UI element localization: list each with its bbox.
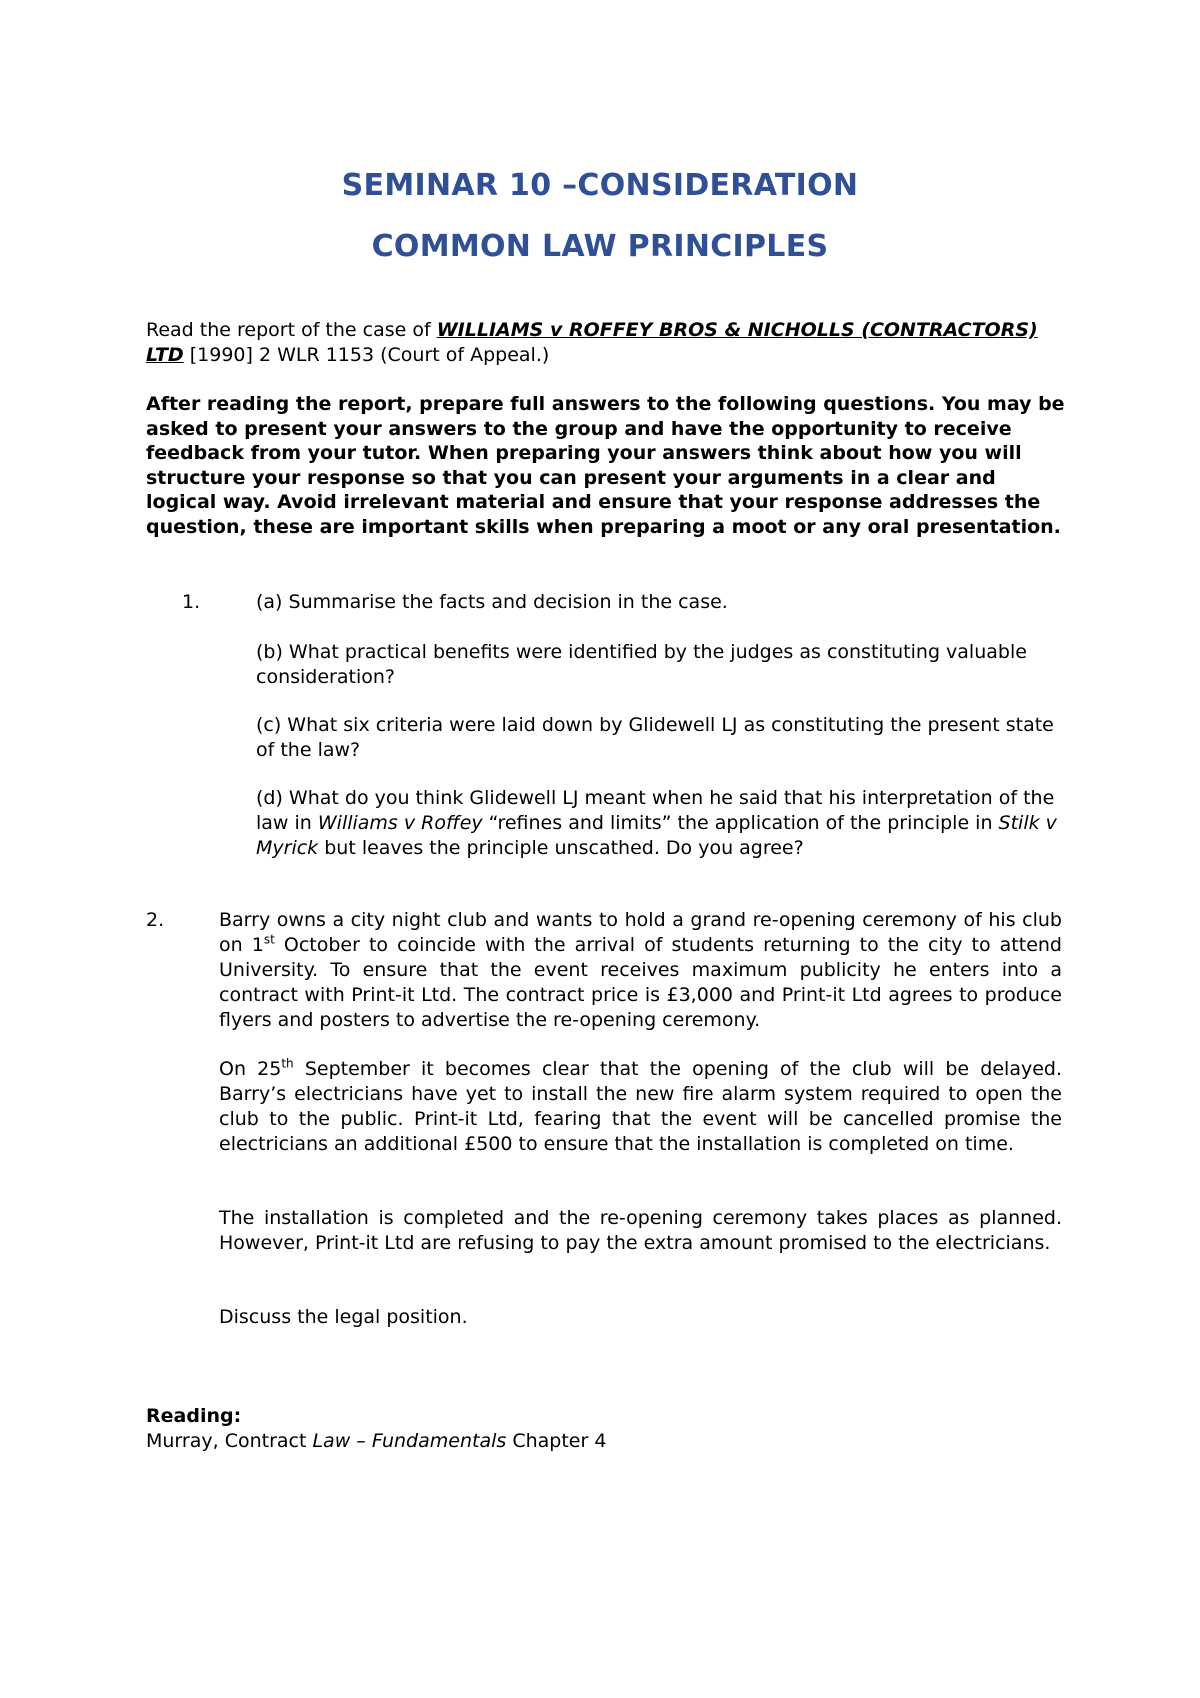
question-1d-text: but leaves the principle unscathed. Do you agree? [318, 837, 804, 859]
question-1c: (c) What six criteria were laid down by Glidewell LJ as constituting the present state of the law? [256, 714, 1054, 761]
question-1d [256, 786, 1076, 861]
reading-heading: Reading: [146, 1405, 242, 1427]
instructions-paragraph: After reading the report, prepare full answers to the following questions. You may be asked to present your answers to the group and have the opportunity to receive feedback from your tutor. When preparing your answers think about how you will structure your response so that you can present your arguments in a clear and logical way. Avoid irrelevant material and ensure that your response addresses the question, these are important skills when preparing a moot or any oral presentation. [146, 393, 1065, 538]
seminar-title: SEMINAR 10 –CONSIDERATION [341, 168, 859, 203]
reading-text: Chapter 4 [506, 1430, 607, 1452]
case-williams-v-roffey: Williams v Roffey [317, 812, 483, 834]
intro-paragraph [146, 318, 1066, 368]
question-1d-text: “refines and limits” the application of the principle in [482, 812, 999, 834]
q2-text: Barry owns a city night club and wants to hold a grand re-opening ceremony of his club on 1 [219, 909, 1062, 956]
reading-book-title: Law – Fundamentals [312, 1430, 507, 1452]
question-1-number: 1. [182, 591, 201, 613]
question-2-paragraph-3: The installation is completed and the re-opening ceremony takes places as planned. However, Print-it Ltd are refusing to pay the extra amount promised to the electricians. [219, 1207, 1062, 1254]
ordinal-suffix: th [281, 1056, 294, 1071]
question-1a: (a) Summarise the facts and decision in the case. [256, 591, 728, 613]
question-2-number: 2. [146, 909, 165, 931]
question-1b: (b) What practical benefits were identified by the judges as constituting valuable consideration? [256, 641, 1027, 688]
ordinal-suffix: st [263, 932, 275, 947]
case-stilk-v-myrick: Stilk v Myrick [256, 812, 1057, 859]
seminar-subtitle: COMMON LAW PRINCIPLES [371, 229, 829, 264]
question-2-paragraph-1 [219, 908, 1062, 1033]
q2-text: September it becomes clear that the opening of the club will be delayed. Barry’s electricians have yet to install the new fire alarm system required to open the club to the public. Print-it Ltd, fearing that the event will be cancelled promise the electricians an additional £500 to ensure that the installation is completed on time. [219, 1058, 1062, 1155]
intro-suffix: [1990] 2 WLR 1153 (Court of Appeal.) [183, 344, 550, 366]
reading-text: Murray, Contract [146, 1430, 313, 1452]
q2-text: On 25 [219, 1058, 282, 1080]
q2-text: October to coincide with the arrival of students returning to the city to attend University. To ensure that the event receives maximum publicity he enters into a contract with Print-it Ltd. The contract price is £3,000 and Print-it Ltd agrees to produce flyers and posters to advertise the re-opening ceremony. [219, 934, 1062, 1031]
question-2-paragraph-4: Discuss the legal position. [219, 1306, 468, 1328]
question-1d-text: (d) What do you think Glidewell LJ meant when he said that his interpretation of the law in [256, 787, 1055, 834]
intro-prefix: Read the report of the case of [146, 319, 437, 341]
question-2-paragraph-2 [219, 1057, 1062, 1157]
reading-reference [146, 1429, 606, 1454]
case-citation: WILLIAMS v ROFFEY BROS & NICHOLLS (CONTRACTORS) LTD [146, 319, 1038, 366]
